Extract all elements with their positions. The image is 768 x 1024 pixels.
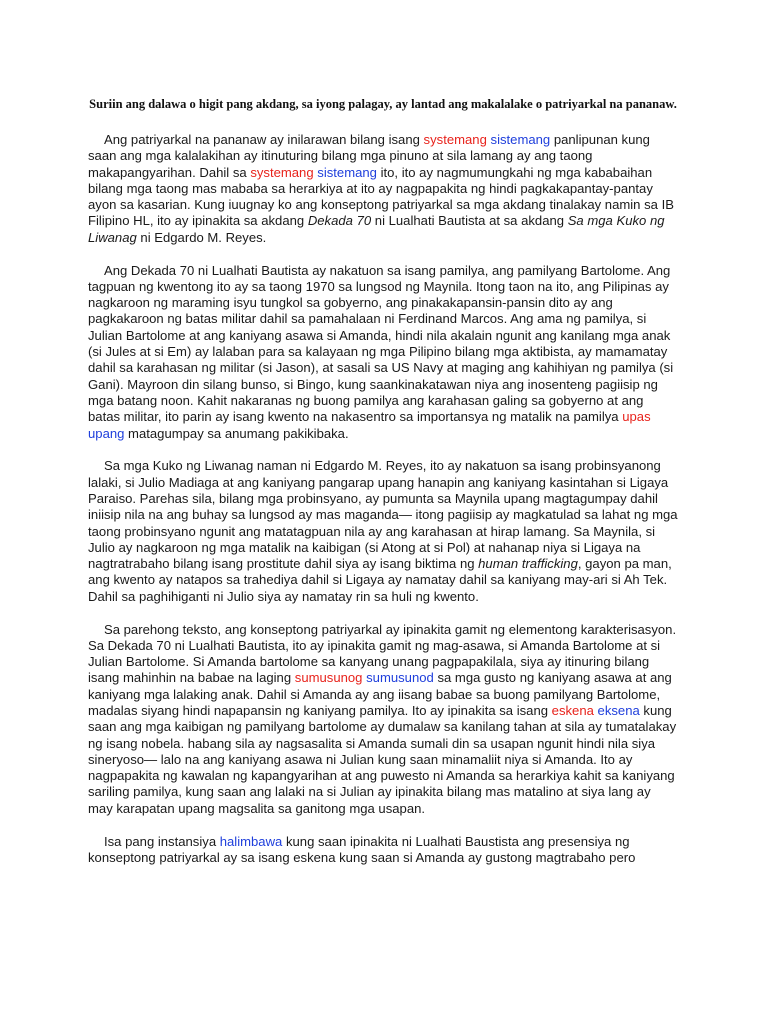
text-run: Sa parehong teksto, ang konseptong patriyarkal ay ipinakita gamit ng elementong karakterisasyon. Sa Dekada 70 ni Lualhati Bautista, ito ay ipinakita gamit ng mag-asawa, si Amanda Bartolome at si Julian Bartolome. Si Amanda bartolome sa kanyang unang pagpapakilala, siya ay itinuring bilang isang mahinhin na babae na laging: [88, 621, 677, 686]
body-paragraph: [88, 263, 678, 442]
text-run: , gayon pa man, ang kwento ay natapos sa trahediya dahil si Ligaya ay namatay dahil sa kaniyang may-ari si Ah Tek. Dahil sa paghihiganti ni Julio siya ay namatay rin sa huli ng kwento.: [88, 556, 672, 604]
text-run: Sa mga Kuko ng Liwanag naman ni Edgardo M. Reyes, ito ay nakatuon sa isang probinsyanong lalaki, si Julio Madiaga at ang kaniyang pangarap upang hanapin ang kaniyang kasintahan si Ligaya Paraiso. Parehas sila, bilang mga probinsyano, ay pumunta sa Maynila upang magtagumpay dahil iniisip nila na ang buhay sa lungsod ay mas maganda— itong pagiisip ay magkatulad sa lahat ng mga taong probinsyano ngunit ang matatagpuan nila ay ang karahasan at hirap lamang. Sa Maynila, si Julio ay nagkaroon ng mga matalik na kaibigan (si Atong at si Pol) at nahanap niya si Ligaya na nagtratrabaho bilang isang prostitute dahil siya ay isang biktima ng: [88, 458, 678, 572]
body-paragraph: [88, 622, 678, 818]
text-run: panlipunan kung saan ang mga kalalakihan ay itinuturing bilang mga pinuno at sila lamang ay ang taong makapangyarihan. Dahil sa: [88, 132, 650, 180]
document-page: [88, 96, 678, 883]
text-run: ito, ito ay nagmumungkahi ng mga kababaihan bilang mga taong mas mababa sa herarkiya at ito ay nagpapakita ng hindi pagkakapantay-pantay ayon sa kasarian. Kung iuugnay ko ang konseptong patriyarkal sa mga akdang tinalakay namin sa IB Filipino HL, ito ay ipinakita sa akdang: [88, 164, 674, 229]
text-run: Ang patriyarkal na pananaw ay inilarawan bilang isang: [104, 132, 424, 147]
text-run: ni Lualhati Bautista at sa akdang: [371, 213, 568, 229]
italic-title: human trafficking: [478, 556, 578, 572]
corrected-word: halimbawa: [219, 833, 283, 849]
text-run: matagumpay sa anumang pakikibaka.: [124, 425, 349, 441]
corrected-word: sistemang: [490, 132, 551, 147]
struck-word: systemang: [423, 132, 487, 147]
struck-word: sumusunog: [294, 670, 363, 686]
text-run: sa mga gusto ng kaniyang asawa at ang kaniyang mga lalaking anak. Dahil si Amanda ay ang iisang babae sa buong pamilyang Bartolome, madalas siyang hindi napapansin ng kaniyang pamilya. Ito ay ipinakita sa isang: [88, 670, 672, 718]
text-run: Isa pang instansiya: [104, 833, 220, 849]
corrected-word: upang: [88, 425, 125, 441]
struck-word: upas: [622, 409, 651, 425]
text-run: kung saan ang mga kaibigan ng pamilyang bartolome ay dumalaw sa kanilang tahan at sila ay tumatalakay ng isang nobela. habang sila ay nagsasalita si Amanda sumali din sa usapan ngunit hindi nila siya sineryoso— lalo na ang kaniyang asawa ni Julian kung saan minamaliit niya si Amanda. Ito ay nagpapakita ng kawalan ng kapangyarihan at ang puwesto ni Amanda sa herarkiya kahit sa kaniyang sariling pamilya, kung saan ang lalaki na si Julian ay ipinakita bilang mas matalino at siya lang ay may karapatan upang magsalita sa ganitong mga usapan.: [88, 703, 677, 816]
corrected-word: sumusunod: [366, 670, 434, 686]
struck-word: eskena: [551, 703, 594, 718]
body-paragraph: [88, 132, 678, 246]
text-run: ni Edgardo M. Reyes.: [136, 229, 267, 245]
struck-word: systemang: [250, 164, 314, 180]
corrected-word: sistemang: [317, 164, 377, 180]
text-run: Ang Dekada 70 ni Lualhati Bautista ay nakatuon sa isang pamilya, ang pamilyang Bartolome. Ang tagpuan ng kwentong ito ay sa taong 1970 sa lungsod ng Maynila. Itong taon na ito, ang Pilipinas ay nagkaroon ng maraming isyu tungkol sa gobyerno, ang pinakakapansin-pansin dito ay ang pagkakaroon ng batas militar dahil sa pamahalaan ni Ferdinand Marcos. Ang ama ng pamilya, si Julian Bartolome at ang kaniyang asawa si Amanda, hindi nila akalain ngunit ang kanilang mga anak (si Jules at si Em) ay lalaban para sa kalayaan ng mga Pilipino bilang mga aktibista, ay mamamatay dahil sa karahasan ng militar (si Jason), at sasali sa US Navy at maging ang kahihiyan ng pamilya (si Gani). Mayroon din silang bunso, si Bingo, kung saankinakatawan niya ang inosenteng pagiisip ng mga batang noon. Kahit nakaranas ng buong pamilya ang karahasan galing sa gobyerno at ang batas militar, ito parin ay isang kwento na nakasentro sa importansya ng matalik na pamilya: [88, 262, 674, 425]
document-body: [88, 132, 678, 866]
corrected-word: eksena: [597, 703, 640, 718]
body-paragraph: [88, 834, 678, 867]
italic-title: Sa mga Kuko ng Liwanag: [88, 213, 665, 245]
text-run: kung saan ipinakita ni Lualhati Baustista ang presensiya ng konseptong patriyarkal ay sa isang eskena kung saan si Amanda ay gustong magtrabaho pero: [88, 833, 636, 865]
body-paragraph: [88, 458, 678, 605]
italic-title: Dekada 70: [307, 213, 372, 229]
document-title: Suriin ang dalawa o higit pang akdang, sa iyong palagay, ay lantad ang makalalake o patriyarkal na pananaw.: [89, 97, 677, 111]
